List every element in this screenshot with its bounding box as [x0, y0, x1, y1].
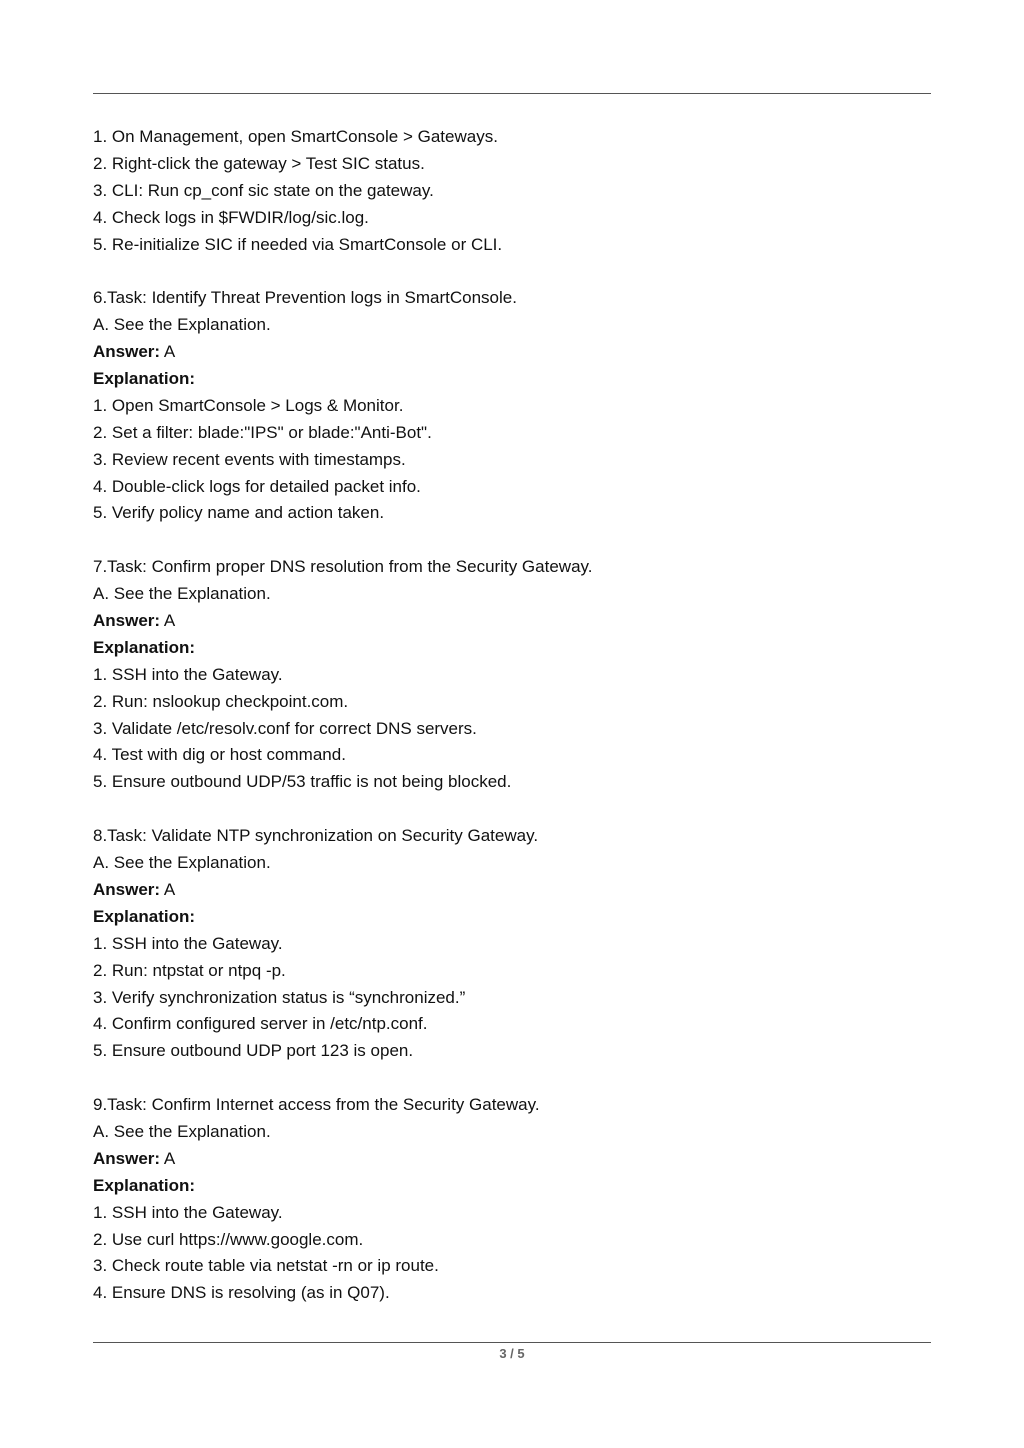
answer-label: Answer: [93, 342, 161, 362]
answer-label: Answer: [93, 879, 161, 899]
answer-label: Answer: [93, 1148, 161, 1168]
intro-step: 3. CLI: Run cp_conf sic state on the gateway. [93, 180, 434, 200]
explanation-step: 1. SSH into the Gateway. [93, 1202, 283, 1222]
explanation-step: 4. Ensure DNS is resolving (as in Q07). [93, 1283, 390, 1303]
intro-step: 2. Right-click the gateway > Test SIC status. [93, 153, 425, 173]
explanation-step: 3. Verify synchronization status is “synchronized.” [93, 987, 466, 1007]
spacer [93, 1065, 931, 1092]
document-body [93, 124, 931, 1307]
question-block [93, 554, 931, 796]
answer-line [93, 877, 931, 904]
answer-value: A [160, 611, 176, 631]
explanation-step: 2. Use curl https://www.google.com. [93, 1229, 364, 1249]
page-indicator: 3 / 5 [499, 1346, 525, 1361]
answer-value: A [160, 879, 176, 899]
intro-step: 4. Check logs in $FWDIR/log/sic.log. [93, 207, 369, 227]
explanation-label: Explanation: [93, 369, 196, 389]
explanation-step: 4. Double-click logs for detailed packet info. [93, 476, 421, 496]
question-block [93, 285, 931, 527]
answer-option: A. See the Explanation. [93, 853, 271, 873]
intro-step: 5. Re-initialize SIC if needed via SmartConsole or CLI. [93, 234, 503, 254]
explanation-label: Explanation: [93, 906, 196, 926]
task-title: 8.Task: Validate NTP synchronization on Security Gateway. [93, 826, 539, 846]
task-title: 6.Task: Identify Threat Prevention logs in SmartConsole. [93, 288, 517, 308]
explanation-step: 3. Validate /etc/resolv.conf for correct DNS servers. [93, 718, 477, 738]
answer-option: A. See the Explanation. [93, 1121, 271, 1141]
spacer [93, 258, 931, 285]
task-title: 7.Task: Confirm proper DNS resolution from the Security Gateway. [93, 557, 593, 577]
footer-divider [93, 1342, 931, 1343]
answer-line [93, 1146, 931, 1173]
explanation-step: 2. Set a filter: blade:"IPS" or blade:"Anti-Bot". [93, 422, 432, 442]
answer-line [93, 608, 931, 635]
explanation-step: 1. Open SmartConsole > Logs & Monitor. [93, 395, 404, 415]
explanation-step: 1. SSH into the Gateway. [93, 664, 283, 684]
explanation-step: 3. Review recent events with timestamps. [93, 449, 406, 469]
explanation-step: 5. Ensure outbound UDP port 123 is open. [93, 1041, 414, 1061]
explanation-step: 1. SSH into the Gateway. [93, 933, 283, 953]
answer-line [93, 339, 931, 366]
explanation-label: Explanation: [93, 1175, 196, 1195]
explanation-label: Explanation: [93, 637, 196, 657]
answer-value: A [160, 1148, 176, 1168]
intro-step: 1. On Management, open SmartConsole > Gateways. [93, 127, 498, 146]
header-divider [93, 93, 931, 94]
explanation-step: 5. Ensure outbound UDP/53 traffic is not being blocked. [93, 772, 512, 792]
answer-value: A [160, 342, 176, 362]
explanation-step: 2. Run: nslookup checkpoint.com. [93, 691, 349, 711]
answer-option: A. See the Explanation. [93, 315, 271, 335]
explanation-step: 4. Test with dig or host command. [93, 745, 346, 765]
explanation-step: 2. Run: ntpstat or ntpq -p. [93, 960, 286, 980]
question-block [93, 823, 931, 1065]
question-block [93, 1092, 931, 1307]
explanation-step: 3. Check route table via netstat -rn or ip route. [93, 1256, 439, 1276]
answer-option: A. See the Explanation. [93, 584, 271, 604]
answer-label: Answer: [93, 611, 161, 631]
explanation-step: 4. Confirm configured server in /etc/ntp.conf. [93, 1014, 428, 1034]
spacer [93, 527, 931, 554]
explanation-step: 5. Verify policy name and action taken. [93, 503, 385, 523]
spacer [93, 796, 931, 823]
task-title: 9.Task: Confirm Internet access from the Security Gateway. [93, 1095, 540, 1115]
